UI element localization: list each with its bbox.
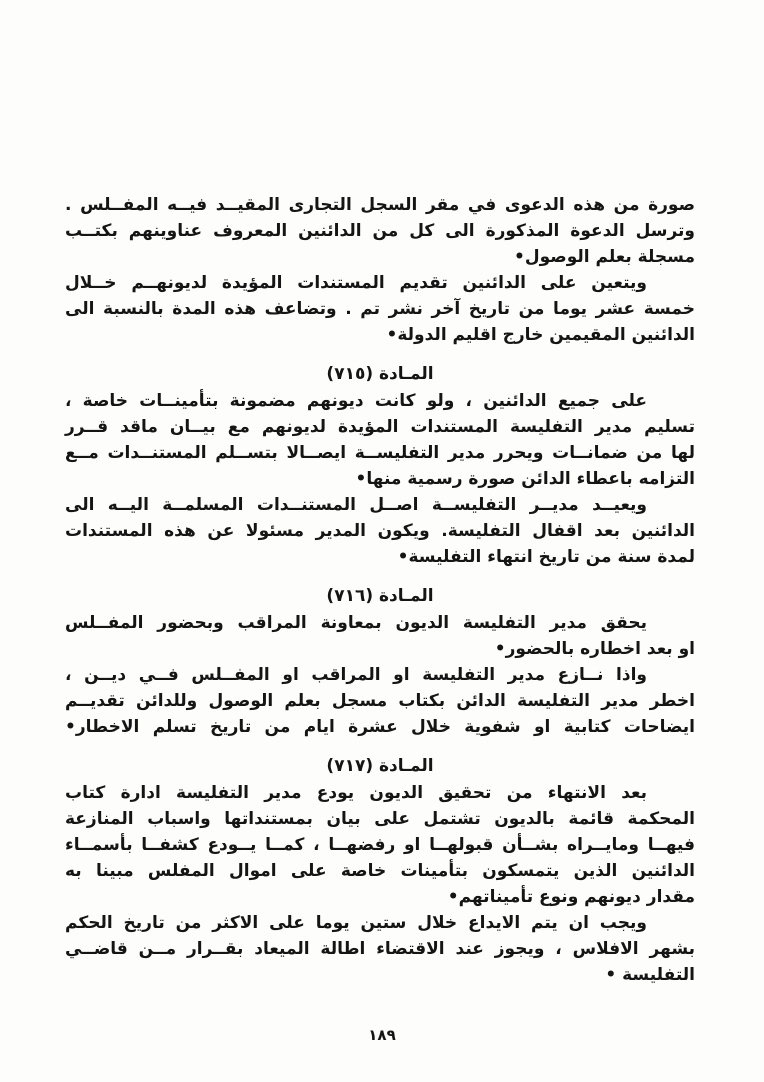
text-line: لمدة سنة من تاريخ انتهاء التفليسة• [397,547,695,567]
page-number: ١٨٩ [368,1026,396,1044]
paragraph [65,910,695,988]
text-line: الدائنين بعد اقفال التفليسة. ويكون المدير مسئولا عن هذه المستندات [65,521,695,541]
text-line: خمسة عشر يوما من تاريخ آخر نشر تم . وتضاعف هذه المدة بالنسبة الى [65,299,695,319]
article-heading: المـادة (٧١٥) [326,364,434,384]
text-line: ويتعين على الدائنين تقديم المستندات المؤيدة لديونهــم خــلال [65,273,647,293]
article-heading: المـادة (٧١٧) [326,756,434,776]
paragraph [65,270,695,348]
paragraph [65,610,695,662]
text-line: ويعيــد مديــر التفليســة اصــل المستنــدات المسلمــة اليــه الى [65,495,647,515]
text-line: الدائنين المقيمين خارج اقليم الدولة• [386,325,695,345]
document-text [65,192,695,988]
text-line: يحقق مدير التفليسة الديون بمعاونة المراقب وبحضور المفــلس [65,613,647,633]
text-line: مسجلة بعلم الوصول• [514,247,695,267]
text-line: صورة من هذه الدعوى في مقر السجل التجارى المقيــد فيــه المفــلس . [65,195,695,215]
paragraph [65,492,695,570]
text-line: اخطر مدير التفليسة الدائن بكتاب مسجل بعلم الوصول وللدائن تقديــم [65,691,695,711]
text-line: التزامه باعطاء الدائن صورة رسمية منها• [355,469,695,489]
text-line: على جميع الدائنين ، ولو كانت ديونهم مضمونة بتأمينــات خاصة ، [65,391,647,411]
paragraph [65,192,695,270]
text-line: بعد الانتهاء من تحقيق الديون يودع مدير التفليسة ادارة كتاب [65,783,647,803]
text-line: او بعد اخطاره بالحضور• [494,639,695,659]
text-line: ويجب ان يتم الايداع خلال ستين يوما على الاكثر من تاريخ الحكم [65,913,647,933]
paragraph [65,662,695,740]
text-line: لها من ضمانــات ويحرر مدير التفليســة ايصــالا بتســلم المستنــدات مــع [65,443,695,463]
text-line: تسليم مدير التفليسة المستندات المؤيدة لديونهم مع بيــان ماقد قــرر [65,417,695,437]
text-line: مقدار ديونهم ونوع تأميناتهم• [447,887,695,907]
paragraph [65,780,695,910]
paragraph [65,388,695,492]
text-line: المحكمة قائمة بالديون تشتمل على بيان بمستنداتها واسباب المنازعة [65,809,695,829]
text-line: التفليسة • [605,965,695,985]
text-line: فيهــا ومايــراه بشــأن قبولهــا او رفضهــا ، كمــا يــودع كشفــا بأسمــاء [65,835,695,855]
text-line: وترسل الدعوة المذكورة الى كل من الدائنين المعروف عناوينهم بكتــب [65,221,695,241]
text-line: الدائنين الذين يتمسكون بتأمينات خاصة على اموال المفلس مبينا به [65,861,695,881]
text-line: ايضاحات كتابية او شفوية خلال عشرة ايام من تاريخ تسلم الاخطار• [65,717,695,737]
text-line: واذا نــازع مدير التفليسة او المراقب او المفــلس فــي ديــن ، [65,665,647,685]
text-line: بشهر الافلاس ، ويجوز عند الاقتضاء اطالة الميعاد بقــرار مــن قاضــي [65,939,695,959]
article-heading: المـادة (٧١٦) [326,586,434,606]
